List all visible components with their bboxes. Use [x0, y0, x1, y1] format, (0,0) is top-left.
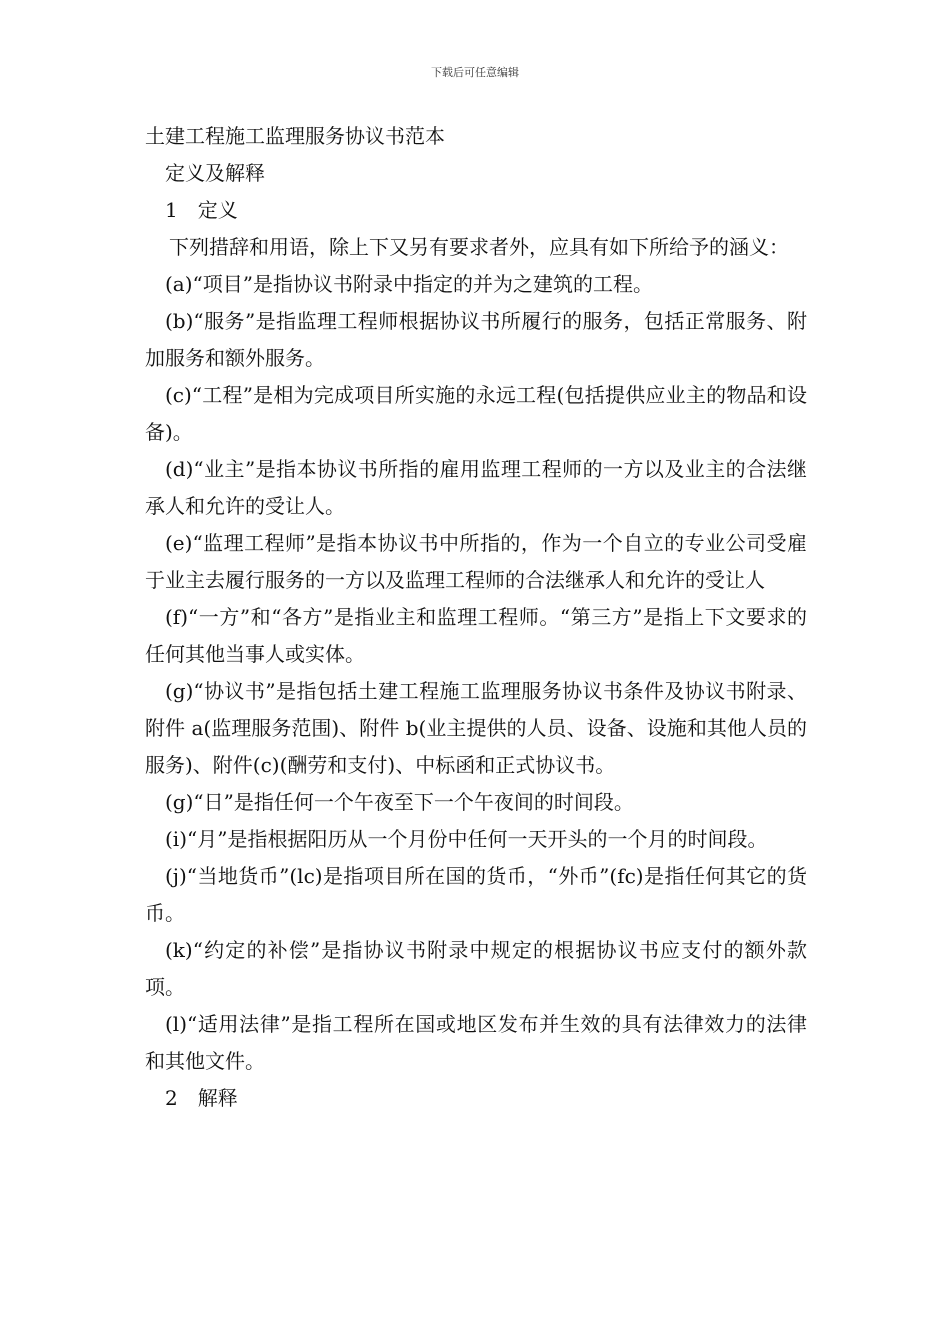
definition-item: (g)“日”是指任何一个午夜至下一个午夜间的时间段。 — [165, 790, 634, 814]
intro-paragraph: 下列措辞和用语，除上下又另有要求者外，应具有如下所给予的涵义： — [169, 235, 789, 259]
definition-item: (i)“月”是指根据阳历从一个月份中任何一天开头的一个月的时间段。 — [165, 827, 768, 851]
subsection-heading-definitions: 1 定义 — [165, 198, 238, 222]
definition-item: (f)“一方”和“各方”是指业主和监理工程师。“第三方”是指上下文要求的任何其他当事人或实体。 — [145, 605, 807, 666]
definition-item: (k)“约定的补偿”是指协议书附录中规定的根据协议书应支付的额外款项。 — [145, 938, 807, 999]
definition-item: (g)“协议书”是指包括土建工程施工监理服务协议书条件及协议书附录、附件 a(监理服务范围)、附件 b(业主提供的人员、设备、设施和其他人员的服务)、附件(c)(酬劳和支付)、中标函和正式协议书。 — [145, 679, 807, 777]
definition-item: (c)“工程”是相为完成项目所实施的永远工程(包括提供应业主的物品和设备)。 — [145, 383, 807, 444]
subsection-heading-interpretation: 2 解释 — [165, 1086, 238, 1110]
document-title: 土建工程施工监理服务协议书范本 — [145, 124, 445, 148]
section-heading: 定义及解释 — [165, 161, 265, 185]
definition-item: (d)“业主”是指本协议书所指的雇用监理工程师的一方以及业主的合法继承人和允许的受让人。 — [145, 457, 807, 518]
definition-item: (l)“适用法律”是指工程所在国或地区发布并生效的具有法律效力的法律和其他文件。 — [145, 1012, 807, 1073]
definition-item: (a)“项目”是指协议书附录中指定的并为之建筑的工程。 — [165, 272, 653, 296]
definition-item: (b)“服务”是指监理工程师根据协议书所履行的服务，包括正常服务、附加服务和额外服务。 — [145, 309, 807, 370]
definition-item: (e)“监理工程师”是指本协议书中所指的，作为一个自立的专业公司受雇于业主去履行服务的一方以及监理工程师的合法继承人和允许的受让人 — [145, 531, 807, 592]
document-body — [145, 118, 807, 1117]
page-header: 下载后可任意编辑 — [431, 66, 519, 79]
definition-item: (j)“当地货币”(lc)是指项目所在国的货币，“外币”(fc)是指任何其它的货币。 — [145, 864, 807, 925]
